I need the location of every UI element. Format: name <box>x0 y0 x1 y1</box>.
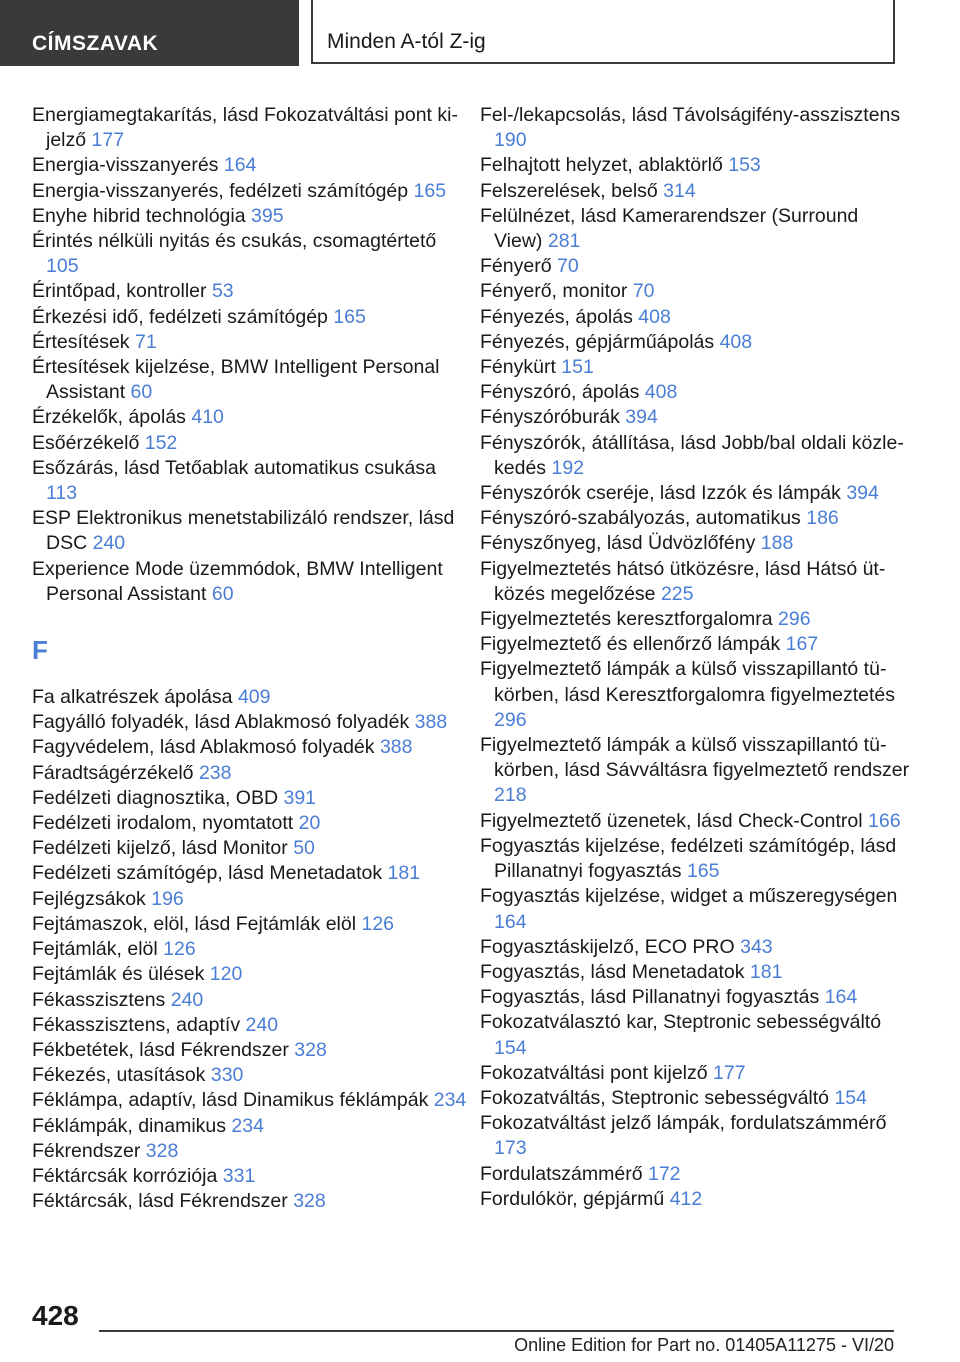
index-entry-text: Érintés nélküli nyitás és csukás, csomagtértető <box>32 230 437 253</box>
page-reference-link[interactable]: 331 <box>222 1164 256 1187</box>
index-entry-text: Experience Mode üzemmódok, BMW Intelligent Personal Assistant <box>32 557 443 605</box>
index-entry <box>32 962 468 987</box>
index-entry <box>480 1010 910 1060</box>
index-entry <box>480 1086 910 1111</box>
page-reference-link[interactable]: 164 <box>824 986 858 1009</box>
index-entry-text: Felszerelések, belső <box>480 179 658 202</box>
page-reference-link[interactable]: 225 <box>660 582 694 605</box>
index-list-f <box>32 685 468 1214</box>
index-entry-text: Figyelmeztető és ellenőrző lámpák <box>480 633 781 656</box>
index-entry-text: Felülnézet, lásd Kamerarendszer (Surround View) <box>480 204 859 253</box>
page-reference-link[interactable]: 196 <box>151 887 184 910</box>
page-reference-link[interactable]: 296 <box>494 708 527 731</box>
index-entry-text: Fagyvédelem, lásd Ablakmosó folyadék <box>32 736 375 759</box>
index-entry-text: Fogyasztás, lásd Menetadatok <box>480 960 745 983</box>
index-entry <box>480 506 910 531</box>
index-entry-text: Fényszórók cseréje, lásd Izzók és lámpák <box>480 482 841 505</box>
index-entry <box>480 557 910 607</box>
index-entry <box>32 937 468 962</box>
page-reference-link[interactable]: 181 <box>749 960 783 983</box>
index-entry-text: Fogyasztás kijelzése, widget a műszeregységen <box>480 885 898 908</box>
index-entry-text: Enyhe hibrid technológia <box>32 204 246 227</box>
page-reference-link[interactable]: 70 <box>556 255 579 278</box>
index-entry <box>32 1063 468 1088</box>
edition-footer: Online Edition for Part no. 01405A11275 - VI/20 <box>514 1335 894 1355</box>
index-entry <box>32 153 468 178</box>
page-reference-link[interactable]: 412 <box>669 1187 703 1210</box>
index-entry-text: Fa alkatrészek ápolása <box>32 686 233 709</box>
page-title: Minden A-tól Z-ig <box>311 0 895 64</box>
index-entry-text: Felhajtott helyzet, ablaktörlő <box>480 154 723 177</box>
page-reference-link[interactable]: 394 <box>846 482 879 505</box>
page-reference-link[interactable]: 410 <box>191 406 224 429</box>
index-entry-text: Értesítések <box>32 330 130 353</box>
page-reference-link[interactable]: 120 <box>209 963 243 986</box>
index-entry <box>32 912 468 937</box>
index-entry <box>480 1187 910 1212</box>
page-reference-link[interactable]: 105 <box>46 255 79 278</box>
page-reference-link[interactable]: 238 <box>198 761 232 784</box>
index-entry-text: Fékezés, utasítások <box>32 1064 206 1087</box>
page-reference-link[interactable]: 190 <box>494 129 527 152</box>
index-entry <box>32 1189 468 1214</box>
index-entry <box>32 1139 468 1164</box>
index-entry <box>480 405 910 430</box>
page-reference-link[interactable]: 409 <box>237 686 271 709</box>
index-entry-text: Fogyasztás kijelzése, fedélzeti számítógép, lásd Pillanatnyi fogyasztás <box>480 834 897 883</box>
page-reference-link[interactable]: 177 <box>713 1061 746 1084</box>
page-reference-link[interactable]: 164 <box>223 154 257 177</box>
index-entry <box>480 1162 910 1187</box>
page-reference-link[interactable]: 188 <box>760 532 794 555</box>
index-entry-text: Figyelmeztető lámpák a külső visszapillantó tükörben, lásd Sávváltásra figyelmeztető rendszer <box>480 734 910 782</box>
index-entry <box>480 1111 910 1161</box>
index-entry-text: Fáradtságérzékelő <box>32 761 194 784</box>
index-entry <box>32 355 468 405</box>
page-reference-link[interactable]: 388 <box>379 736 413 759</box>
index-entry <box>480 355 910 380</box>
section-letter: F <box>32 635 48 666</box>
index-column-right <box>480 103 910 1212</box>
index-entry <box>32 506 468 556</box>
index-entry-text: Fényerő <box>480 255 552 278</box>
page-reference-link[interactable]: 314 <box>663 179 696 202</box>
index-entry <box>480 657 910 733</box>
index-entry-text: Fényszóró, ápolás <box>480 381 640 404</box>
page-reference-link[interactable]: 53 <box>211 280 234 303</box>
index-entry <box>480 531 910 556</box>
index-entry-text: Fékasszisztens, adaptív <box>32 1013 241 1036</box>
index-entry <box>480 1061 910 1086</box>
page-reference-link[interactable]: 408 <box>719 330 753 353</box>
page-reference-link[interactable]: 113 <box>46 482 78 505</box>
index-entry-text: Fékrendszer <box>32 1139 141 1162</box>
index-entry <box>32 988 468 1013</box>
page-reference-link[interactable]: 240 <box>245 1013 279 1036</box>
index-entry-text: Fedélzeti számítógép, lásd Menetadatok <box>32 862 383 885</box>
index-entry-text: Féklámpa, adaptív, lásd Dinamikus féklámpák <box>32 1089 429 1112</box>
index-entry <box>480 153 910 178</box>
index-entry-text: Fordulatszámmérő <box>480 1162 643 1185</box>
index-entry <box>480 632 910 657</box>
index-entry-text: Energia-visszanyerés, fedélzeti számítógép <box>32 179 409 202</box>
index-entry <box>32 1013 468 1038</box>
index-entry <box>32 1038 468 1063</box>
page-reference-link[interactable]: 71 <box>134 330 157 353</box>
page-reference-link[interactable]: 395 <box>251 204 284 227</box>
index-entry <box>32 1088 468 1113</box>
index-entry-text: Figyelmeztető üzenetek, lásd Check-Control <box>480 809 863 832</box>
index-entry <box>480 834 910 884</box>
index-entry <box>480 330 910 355</box>
index-entry <box>480 733 910 809</box>
index-entry <box>480 985 910 1010</box>
index-entry <box>32 887 468 912</box>
index-entry <box>32 557 468 607</box>
page-reference-link[interactable]: 328 <box>145 1139 179 1162</box>
footer-divider <box>99 1330 894 1332</box>
page-reference-link[interactable]: 281 <box>547 230 581 253</box>
index-entry <box>32 861 468 886</box>
index-entry <box>32 279 468 304</box>
page-reference-link[interactable]: 186 <box>806 507 839 530</box>
index-entry-text: Érkezési idő, fedélzeti számítógép <box>32 305 328 328</box>
page-reference-link[interactable]: 165 <box>686 860 720 883</box>
index-entry-text: Fékasszisztens <box>32 988 166 1011</box>
index-entry-text: Fedélzeti diagnosztika, OBD <box>32 786 279 809</box>
page-reference-link[interactable]: 166 <box>868 809 901 832</box>
page-reference-link[interactable]: 234 <box>231 1114 264 1137</box>
index-entry-text: Fokozatváltás, Steptronic sebességváltó <box>480 1086 830 1109</box>
page-reference-link[interactable]: 218 <box>494 784 527 807</box>
index-entry-text: Fejtámlák, elöl <box>32 938 158 961</box>
index-entry <box>480 305 910 330</box>
page-reference-link[interactable]: 60 <box>130 381 153 404</box>
index-entry-text: Fényezés, gépjárműápolás <box>480 330 715 353</box>
section-tab[interactable]: CÍMSZAVAK <box>0 0 299 66</box>
page-reference-link[interactable]: 70 <box>632 280 655 303</box>
page-reference-link[interactable]: 240 <box>170 988 204 1011</box>
page-reference-link[interactable]: 173 <box>494 1137 527 1160</box>
index-entry <box>32 305 468 330</box>
index-entry-text: Esőzárás, lásd Tetőablak automatikus csukása <box>32 456 436 479</box>
index-entry <box>32 836 468 861</box>
index-entry <box>32 735 468 760</box>
index-entry <box>32 761 468 786</box>
page-reference-link[interactable]: 153 <box>728 154 761 177</box>
index-entry <box>32 811 468 836</box>
index-list-e <box>32 103 468 607</box>
index-entry-text: Figyelmeztetés hátsó ütközésre, lásd Hátsó ütközés megelőzése <box>480 557 886 605</box>
index-entry <box>32 204 468 229</box>
index-entry <box>32 431 468 456</box>
page-reference-link[interactable]: 192 <box>551 456 585 479</box>
page-reference-link[interactable]: 167 <box>785 633 819 656</box>
page-reference-link[interactable]: 391 <box>283 786 317 809</box>
index-entry-text: Energia-visszanyerés <box>32 154 219 177</box>
index-entry <box>32 103 468 153</box>
index-entry-text: Fokozatváltást jelző lámpák, fordulatszámmérő <box>480 1112 887 1135</box>
page-reference-link[interactable]: 181 <box>387 862 421 885</box>
index-entry <box>32 179 468 204</box>
index-entry-text: Értesítések kijelzése, BMW Intelligent Personal Assistant <box>32 356 440 404</box>
page-reference-link[interactable]: 126 <box>163 938 196 961</box>
page-reference-link[interactable]: 177 <box>91 129 125 152</box>
index-entry-text: Féklámpák, dinamikus <box>32 1114 226 1137</box>
index-entry-text: Fel-/lekapcsolás, lásd Távolságifény-asszisztens <box>480 104 901 126</box>
page-reference-link[interactable]: 330 <box>210 1064 244 1087</box>
index-entry <box>480 179 910 204</box>
index-entry-text: Fékbetétek, lásd Fékrendszer <box>32 1038 289 1061</box>
page-reference-link[interactable]: 388 <box>414 711 448 734</box>
index-entry-text: Fejlégzsákok <box>32 887 146 910</box>
index-entry <box>32 1114 468 1139</box>
index-entry-text: Fényszóró-szabályozás, automatikus <box>480 507 801 530</box>
page-reference-link[interactable]: 394 <box>625 406 658 429</box>
index-entry <box>480 481 910 506</box>
index-entry <box>32 1164 468 1189</box>
index-entry-text: Féktárcsák korróziója <box>32 1164 218 1187</box>
index-entry <box>32 685 468 710</box>
page-reference-link[interactable]: 151 <box>561 356 594 379</box>
page-reference-link[interactable]: 165 <box>333 305 366 328</box>
index-entry <box>480 431 910 481</box>
page-reference-link[interactable]: 234 <box>433 1089 467 1112</box>
index-entry-text: Érzékelők, ápolás <box>32 406 186 429</box>
index-entry-text: Fedélzeti irodalom, nyomtatott <box>32 812 294 835</box>
page-reference-link[interactable]: 165 <box>413 179 447 202</box>
page-reference-link[interactable]: 328 <box>293 1190 326 1213</box>
page-reference-link[interactable]: 152 <box>144 431 178 454</box>
index-entry-text: Fejtámlák és ülések <box>32 963 205 986</box>
index-entry-text: Fényerő, monitor <box>480 280 628 303</box>
index-entry <box>480 809 910 834</box>
index-entry-text: Fogyasztáskijelző, ECO PRO <box>480 935 735 958</box>
index-entry-text: ESP Elektronikus menetstabilizáló rendszer, lásd DSC <box>32 507 455 555</box>
index-list-f-continued <box>480 103 910 1212</box>
index-entry-text: Energiamegtakarítás, lásd Fokozatváltási pont kijelző <box>32 104 458 152</box>
index-entry <box>32 456 468 506</box>
index-entry-text: Figyelmeztetés keresztforgalomra <box>480 608 773 631</box>
page-number: 428 <box>32 1300 79 1331</box>
page-reference-link[interactable]: 154 <box>494 1036 527 1059</box>
index-entry-text: Fagyálló folyadék, lásd Ablakmosó folyadék <box>32 711 410 734</box>
index-entry <box>32 710 468 735</box>
index-entry <box>32 229 468 279</box>
index-entry-text: Féktárcsák, lásd Fékrendszer <box>32 1190 288 1213</box>
index-entry-text: Fényezés, ápolás <box>480 305 633 328</box>
index-entry-text: Fokozatválasztó kar, Steptronic sebességváltó <box>480 1011 882 1034</box>
page-reference-link[interactable]: 296 <box>778 608 811 631</box>
index-entry <box>480 103 910 153</box>
index-entry <box>480 884 910 934</box>
page-reference-link[interactable]: 240 <box>92 532 126 555</box>
index-entry-text: Fedélzeti kijelző, lásd Monitor <box>32 837 288 860</box>
index-entry <box>480 607 910 632</box>
index-entry <box>32 786 468 811</box>
index-column-left <box>32 103 468 1214</box>
index-entry-text: Fényszóróburák <box>480 406 620 429</box>
index-entry-text: Fénykürt <box>480 356 556 379</box>
page-reference-link[interactable]: 60 <box>211 582 234 605</box>
index-entry-text: Esőérzékelő <box>32 431 140 454</box>
page-reference-link[interactable]: 154 <box>834 1086 867 1109</box>
index-entry-text: Érintőpad, kontroller <box>32 280 207 303</box>
index-entry-text: Figyelmeztető lámpák a külső visszapillantó tükörben, lásd Keresztforgalomra figyelmeztetés <box>480 658 896 706</box>
index-entry-text: Fényszórók, átállítása, lásd Jobb/bal oldali közlekedés <box>480 431 904 479</box>
page-reference-link[interactable]: 20 <box>298 812 321 835</box>
page-reference-link[interactable]: 343 <box>740 935 773 958</box>
index-entry <box>480 380 910 405</box>
page-reference-link[interactable]: 164 <box>494 910 527 933</box>
index-entry <box>480 935 910 960</box>
index-entry <box>480 279 910 304</box>
index-entry <box>480 254 910 279</box>
index-entry-text: Fejtámaszok, elöl, lásd Fejtámlák elöl <box>32 912 357 935</box>
index-entry-text: Fordulókör, gépjármű <box>480 1187 665 1210</box>
index-entry <box>480 204 910 254</box>
page-reference-link[interactable]: 126 <box>361 912 395 935</box>
page-header <box>0 0 960 66</box>
index-entry-text: Fényszőnyeg, lásd Üdvözlőfény <box>480 532 756 555</box>
page-reference-link[interactable]: 172 <box>647 1162 681 1185</box>
page-reference-link[interactable]: 328 <box>294 1038 327 1061</box>
index-entry <box>32 405 468 430</box>
page-reference-link[interactable]: 408 <box>638 305 671 328</box>
index-entry-text: Fogyasztás, lásd Pillanatnyi fogyasztás <box>480 986 820 1009</box>
index-entry-text: Fokozatváltási pont kijelző <box>480 1061 708 1084</box>
page-reference-link[interactable]: 50 <box>293 837 315 860</box>
page-reference-link[interactable]: 408 <box>644 381 678 404</box>
index-entry <box>480 960 910 985</box>
index-entry <box>32 330 468 355</box>
